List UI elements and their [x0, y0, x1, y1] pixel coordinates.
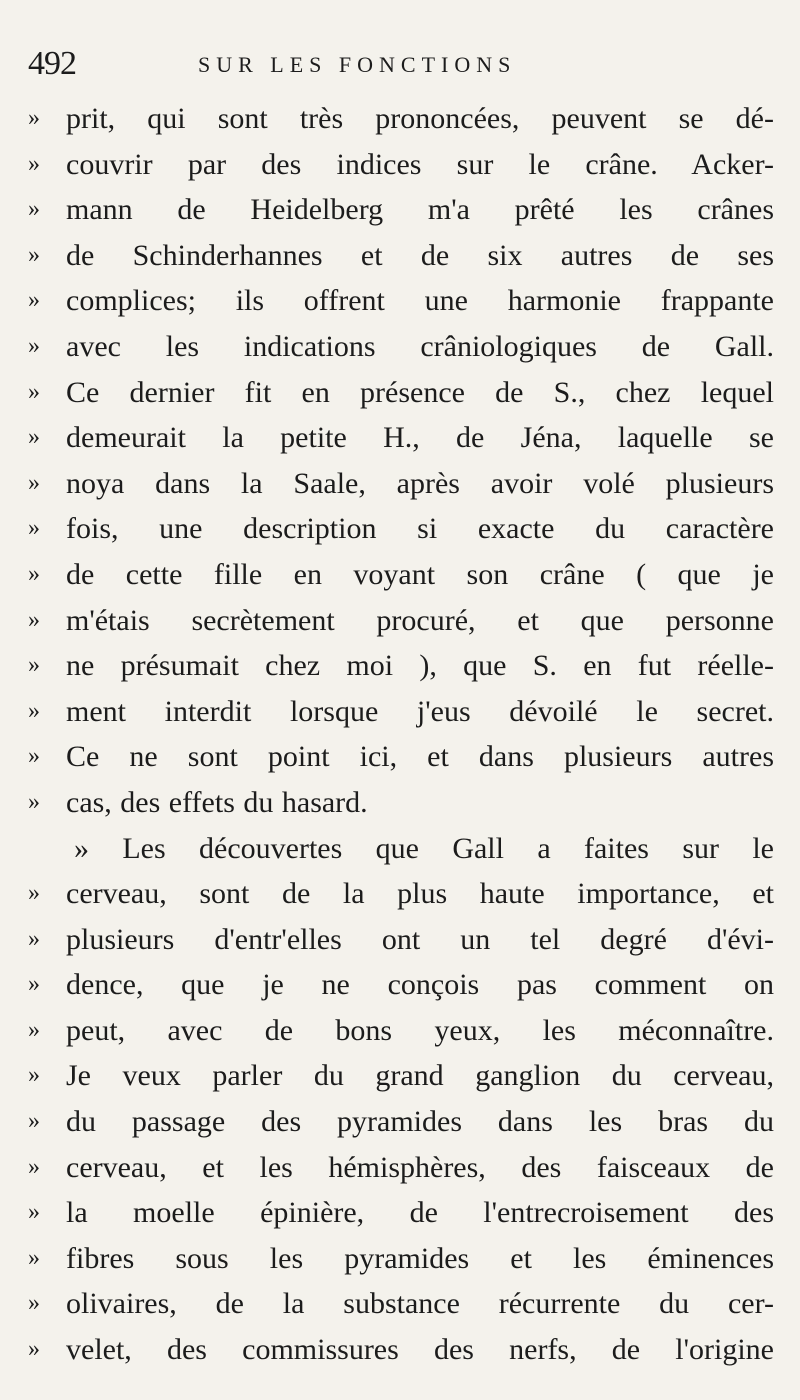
line-text: couvrir par des indices sur le crâne. Acker-	[66, 147, 774, 181]
line-text: plusieurs d'entr'elles ont un tel degré d'évi-	[66, 922, 774, 956]
quote-mark: »	[28, 1336, 40, 1363]
line-text: complices; ils offrent une harmonie frappante	[66, 284, 774, 318]
text-line	[28, 1281, 774, 1327]
text-line	[28, 506, 774, 552]
text-line	[28, 552, 774, 598]
quote-mark: »	[28, 697, 40, 724]
line-text: ment interdit lorsque j'eus dévoilé le secret.	[66, 694, 774, 728]
quote-mark: »	[28, 150, 40, 177]
quote-mark: »	[28, 971, 40, 998]
quote-mark: »	[28, 1199, 40, 1226]
quote-mark: »	[28, 105, 40, 131]
text-line	[28, 1053, 774, 1099]
text-line	[28, 187, 774, 233]
line-text: de Schinderhannes et de six autres de ses	[66, 238, 774, 272]
quote-mark: »	[28, 1016, 40, 1043]
text-line	[28, 1145, 774, 1191]
quote-mark: »	[28, 1108, 40, 1135]
text-line	[28, 962, 774, 1008]
line-text: velet, des commissures des nerfs, de l'origine	[66, 1333, 774, 1367]
text-line	[28, 1099, 774, 1145]
text-line	[28, 142, 774, 188]
quote-mark: »	[28, 378, 40, 405]
quote-mark: »	[28, 515, 40, 542]
running-head: SUR LES FONCTIONS	[198, 52, 517, 77]
text-line	[28, 826, 774, 872]
line-text: de cette fille en voyant son crâne ( que je	[66, 557, 774, 591]
quote-mark: »	[28, 196, 40, 223]
text-line	[28, 415, 774, 461]
text-line	[28, 324, 774, 370]
text-line	[28, 689, 774, 735]
quote-mark: »	[28, 560, 40, 587]
text-line	[28, 734, 774, 780]
quote-mark: »	[28, 743, 40, 770]
quote-mark: »	[28, 332, 40, 359]
line-text: demeurait la petite H., de Jéna, laquelle se	[66, 421, 774, 455]
text-line	[28, 1190, 774, 1236]
line-text: cerveau, sont de la plus haute importance, et	[66, 877, 774, 911]
line-text: » Les découvertes que Gall a faites sur le	[74, 831, 774, 865]
quote-mark: »	[28, 424, 40, 451]
text-line	[28, 233, 774, 279]
line-text: ne présumait chez moi ), que S. en fut réelle-	[66, 649, 774, 683]
text-line	[28, 917, 774, 963]
line-text: la moelle épinière, de l'entrecroisement des	[66, 1196, 774, 1230]
line-text: avec les indications crâniologiques de Gall.	[66, 329, 774, 363]
quote-mark: »	[28, 241, 40, 268]
quote-mark: »	[28, 788, 40, 815]
line-text: mann de Heidelberg m'a prêté les crânes	[66, 193, 774, 227]
text-line	[28, 598, 774, 644]
line-text: Ce dernier fit en présence de S., chez lequel	[66, 375, 774, 409]
text-line	[28, 643, 774, 689]
quote-mark: »	[28, 925, 40, 952]
line-text: olivaires, de la substance récurrente du cer-	[66, 1287, 774, 1321]
line-text: fibres sous les pyramides et les éminences	[66, 1241, 774, 1275]
quote-mark: »	[28, 1244, 40, 1271]
text-line	[28, 1008, 774, 1054]
quote-mark: »	[28, 652, 40, 679]
quote-mark: »	[28, 880, 40, 907]
line-text: prit, qui sont très prononcées, peuvent se dé-	[66, 102, 774, 135]
page-header	[28, 40, 768, 84]
line-text: dence, que je ne conçois pas comment on	[66, 968, 774, 1002]
line-text: m'étais secrètement procuré, et que personne	[66, 603, 774, 637]
line-text: du passage des pyramides dans les bras du	[66, 1105, 774, 1139]
page-number: 492	[28, 45, 76, 82]
text-line	[28, 1327, 774, 1373]
line-text: fois, une description si exacte du caractère	[66, 512, 774, 546]
text-line	[28, 1236, 774, 1282]
text-line	[28, 96, 774, 142]
text-line	[28, 780, 774, 826]
text-line	[28, 370, 774, 416]
quote-mark: »	[28, 606, 40, 633]
line-text: Je veux parler du grand ganglion du cerveau,	[66, 1059, 774, 1093]
quote-mark: »	[28, 1153, 40, 1180]
line-text: peut, avec de bons yeux, les méconnaître.	[66, 1013, 774, 1047]
quote-mark: »	[28, 287, 40, 314]
quote-mark: »	[28, 1062, 40, 1089]
body-text	[28, 96, 774, 1373]
line-text: cas, des effets du hasard.	[66, 785, 368, 819]
quote-mark: »	[28, 1290, 40, 1317]
line-text: noya dans la Saale, après avoir volé plusieurs	[66, 466, 774, 500]
line-text: Ce ne sont point ici, et dans plusieurs autres	[66, 740, 774, 774]
text-line	[28, 461, 774, 507]
line-text: cerveau, et les hémisphères, des faisceaux de	[66, 1150, 774, 1184]
text-line	[28, 871, 774, 917]
text-line	[28, 278, 774, 324]
quote-mark: »	[28, 469, 40, 496]
